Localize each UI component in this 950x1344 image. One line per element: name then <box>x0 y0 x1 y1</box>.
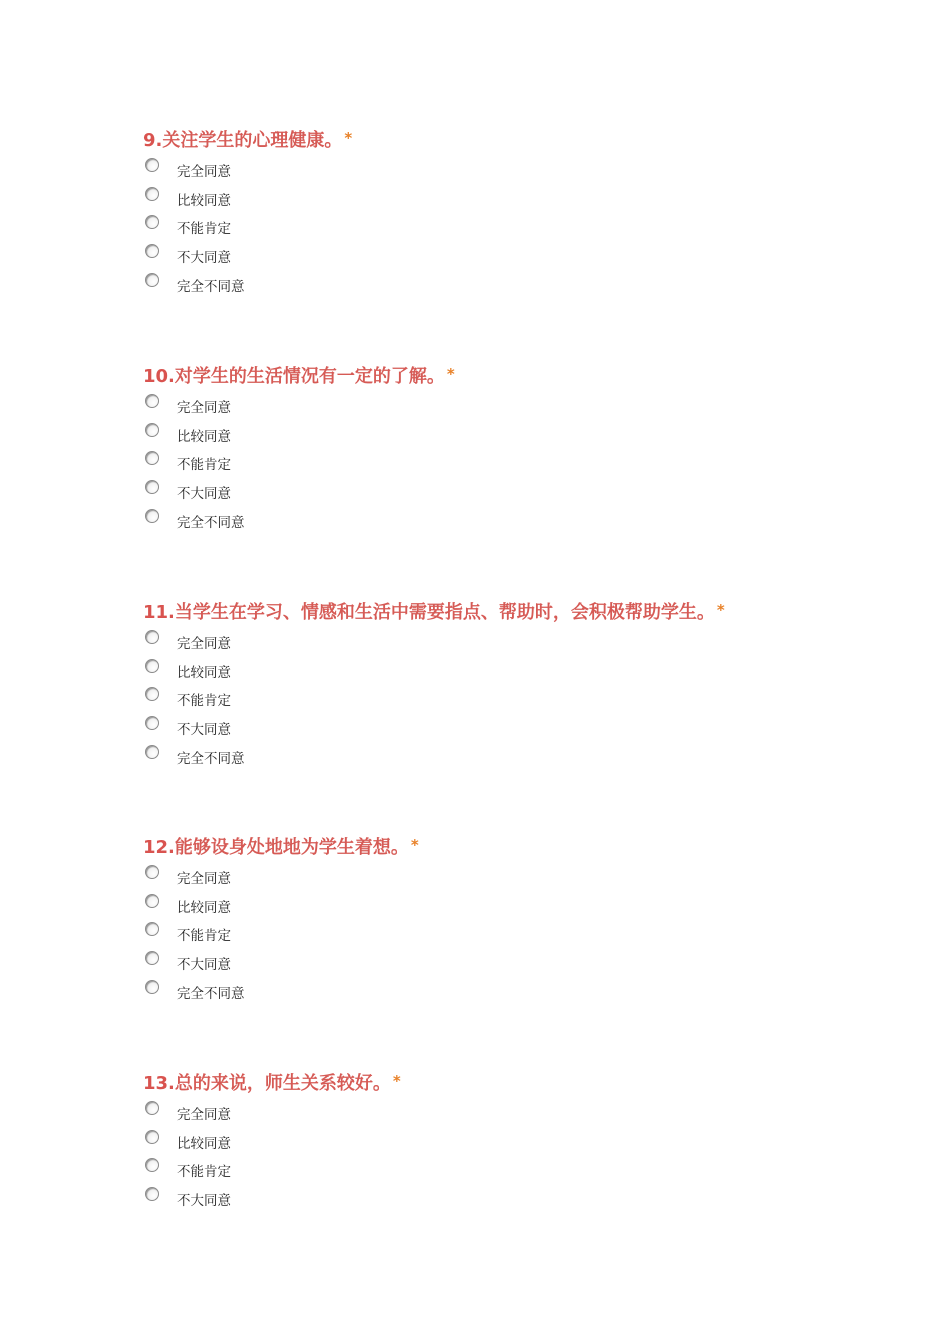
option-item[interactable] <box>143 716 903 745</box>
question-text: 能够设身处地地为学生着想。 <box>174 837 409 858</box>
option-label: 完全不同意 <box>177 985 245 1002</box>
radio-button[interactable] <box>145 509 159 523</box>
option-item[interactable] <box>143 659 903 688</box>
options-list <box>143 865 903 1008</box>
question-title <box>143 1071 903 1097</box>
option-label: 完全不同意 <box>177 278 245 295</box>
option-item[interactable] <box>143 394 903 423</box>
options-list <box>143 630 903 773</box>
required-mark: * <box>716 601 725 619</box>
question-number: 12. <box>143 837 175 858</box>
radio-button[interactable] <box>145 244 159 258</box>
radio-button[interactable] <box>145 215 159 229</box>
option-label: 不能肯定 <box>177 1164 231 1181</box>
options-list <box>143 394 903 537</box>
radio-button[interactable] <box>145 865 159 879</box>
radio-button[interactable] <box>145 1101 159 1115</box>
radio-button[interactable] <box>145 273 159 287</box>
option-item[interactable] <box>143 630 903 659</box>
option-label: 完全同意 <box>177 164 231 180</box>
required-mark: * <box>446 365 455 383</box>
radio-button[interactable] <box>145 1130 159 1144</box>
radio-button[interactable] <box>145 894 159 908</box>
radio-button[interactable] <box>145 716 159 730</box>
options-list <box>143 158 903 301</box>
radio-button[interactable] <box>145 187 159 201</box>
radio-button[interactable] <box>145 423 159 437</box>
required-mark: * <box>410 836 419 854</box>
radio-button[interactable] <box>145 451 159 465</box>
option-label: 比较同意 <box>177 428 231 445</box>
option-item[interactable] <box>143 158 903 187</box>
required-mark: * <box>344 129 353 147</box>
option-item[interactable] <box>143 1130 903 1159</box>
option-item[interactable] <box>143 894 903 923</box>
question-text: 关注学生的心理健康。 <box>162 130 343 151</box>
option-item[interactable] <box>143 273 903 302</box>
option-item[interactable] <box>143 951 903 980</box>
radio-button[interactable] <box>145 980 159 994</box>
radio-button[interactable] <box>145 394 159 408</box>
option-item[interactable] <box>143 922 903 951</box>
option-item[interactable] <box>143 1158 903 1187</box>
option-label: 不大同意 <box>177 486 231 503</box>
radio-button[interactable] <box>145 745 159 759</box>
option-label: 不能肯定 <box>177 221 231 238</box>
option-label: 完全不同意 <box>177 750 245 767</box>
question-9 <box>143 128 903 301</box>
option-label: 不能肯定 <box>177 928 231 945</box>
option-item[interactable] <box>143 244 903 273</box>
option-label: 完全同意 <box>177 871 231 887</box>
option-label: 不能肯定 <box>177 457 231 474</box>
option-label: 比较同意 <box>177 1135 231 1152</box>
radio-button[interactable] <box>145 158 159 172</box>
option-label: 不大同意 <box>177 250 231 267</box>
option-item[interactable] <box>143 980 903 1009</box>
option-item[interactable] <box>143 509 903 538</box>
question-title <box>143 600 903 626</box>
radio-button[interactable] <box>145 630 159 644</box>
option-item[interactable] <box>143 451 903 480</box>
question-text: 总的来说，师生关系较好。 <box>174 1073 391 1094</box>
question-10 <box>143 364 903 537</box>
question-title <box>143 364 903 390</box>
question-title <box>143 128 903 154</box>
option-label: 不大同意 <box>177 1193 231 1210</box>
option-label: 比较同意 <box>177 192 231 209</box>
option-item[interactable] <box>143 745 903 774</box>
option-item[interactable] <box>143 423 903 452</box>
option-item[interactable] <box>143 187 903 216</box>
radio-button[interactable] <box>145 1187 159 1201</box>
option-item[interactable] <box>143 1187 903 1216</box>
question-13 <box>143 1071 903 1216</box>
question-11 <box>143 600 903 773</box>
option-label: 完全同意 <box>177 400 231 416</box>
question-number: 9. <box>143 130 163 151</box>
option-label: 完全不同意 <box>177 514 245 531</box>
option-label: 不能肯定 <box>177 693 231 710</box>
option-label: 不大同意 <box>177 722 231 739</box>
option-label: 完全同意 <box>177 1107 231 1123</box>
question-text: 当学生在学习、情感和生活中需要指点、帮助时，会积极帮助学生。 <box>174 602 715 623</box>
option-item[interactable] <box>143 687 903 716</box>
radio-button[interactable] <box>145 687 159 701</box>
options-list <box>143 1101 903 1216</box>
question-number: 13. <box>143 1073 175 1094</box>
radio-button[interactable] <box>145 922 159 936</box>
option-label: 不大同意 <box>177 957 231 974</box>
option-item[interactable] <box>143 865 903 894</box>
radio-button[interactable] <box>145 1158 159 1172</box>
option-item[interactable] <box>143 480 903 509</box>
question-text: 对学生的生活情况有一定的了解。 <box>174 366 445 387</box>
option-item[interactable] <box>143 1101 903 1130</box>
option-item[interactable] <box>143 215 903 244</box>
option-label: 比较同意 <box>177 899 231 916</box>
option-label: 比较同意 <box>177 664 231 681</box>
radio-button[interactable] <box>145 659 159 673</box>
radio-button[interactable] <box>145 951 159 965</box>
required-mark: * <box>392 1072 401 1090</box>
question-12 <box>143 835 903 1008</box>
question-number: 11. <box>143 602 175 623</box>
question-number: 10. <box>143 366 175 387</box>
question-title <box>143 835 903 861</box>
option-label: 完全同意 <box>177 636 231 652</box>
radio-button[interactable] <box>145 480 159 494</box>
